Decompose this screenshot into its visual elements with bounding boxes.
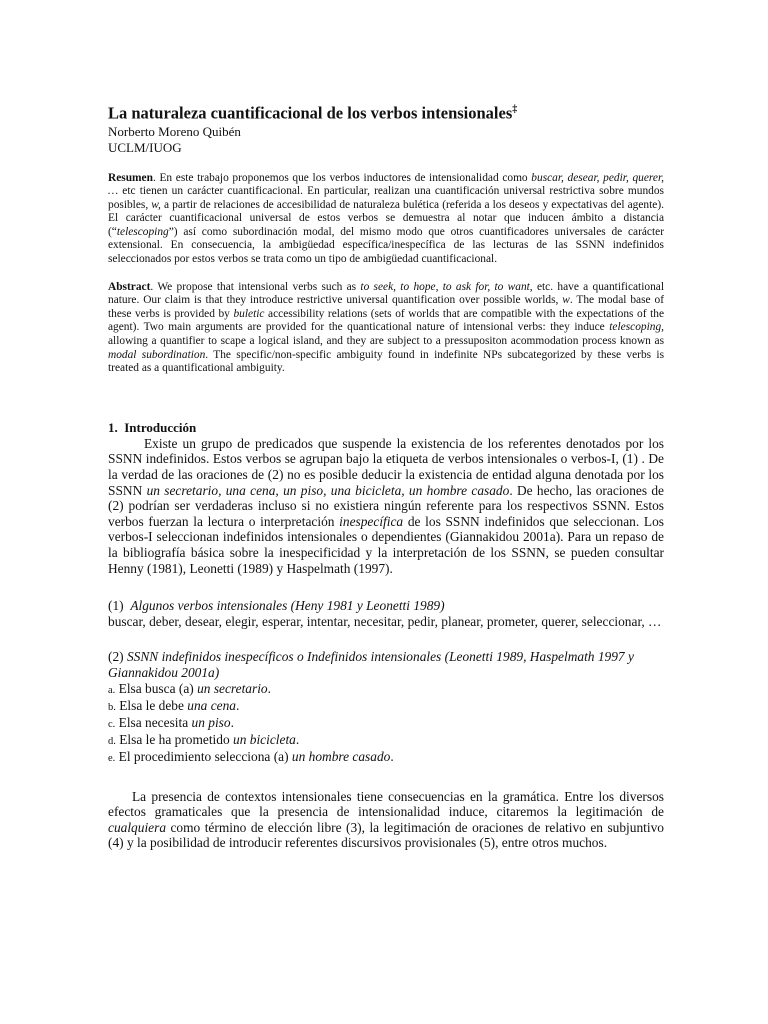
example-2-item: c. Elsa necesita un piso.	[108, 714, 234, 730]
author-name: Norberto Moreno Quibén	[108, 123, 241, 139]
abstract-label: Abstract	[108, 280, 151, 293]
example-1-list: buscar, deber, desear, elegir, esperar, intentar, necesitar, pedir, planear, prometer, querer, seleccionar, …	[108, 613, 662, 629]
intro-paragraph-1: Existe un grupo de predicados que suspende la existencia de los referentes denotados por los SSNN indefinidos. Estos verbos se agrupan bajo la etiqueta de verbos intensionales o verbos-I, (1) . De la verdad de las oraciones de (2) no es posible deducir la existencia de entidad alguna denotada por los SSNN un secretario, una cena, un piso, una bicicleta, un hombre casado. De hecho, las oraciones de (2) podrían ser verdaderas incluso si no existiera ningún referente para los respectivos SSNN. Estos verbos fuerzan la lectura o interpretación inespecífica de los SSNN indefinidos que seleccionan. Los verbos-I seleccionan indefinidos intensionales o dependientes (Giannakidou 2001a). Para un repaso de la bibliografía básica sobre la inespecificidad y la interpretación de los SSNN, se pueden consultar Henny (1981), Leonetti (1989) y Haspelmath (1997).	[108, 435, 664, 576]
author-affiliation: UCLM/IUOG	[108, 139, 182, 155]
abstract-paragraph: Abstract. We propose that intensional verbs such as to seek, to hope, to ask for, to want, etc. have a quantificational nature. Our claim is that they introduce restrictive universal quantification over possible worlds, w. The modal base of these verbs is provided by buletic accessibility relations (sets of worlds that are compatible with the expectations of the agent). Two main arguments are provided for the quanticational nature of intensional verbs: they induce telescoping, allowing a quantifier to scape a logical island, and they are subject to a pressupositon acommodation process known as modal subordination. The specific/non-specific ambiguity found in indefinite NPs subcategorized by these verbs is treated as a quantificational ambiguity.	[108, 280, 665, 375]
paper-page	[108, 100, 664, 851]
example-2-item: e. El procedimiento selecciona (a) un hombre casado.	[108, 749, 394, 765]
title-footnote-mark[interactable]: ‡	[512, 104, 518, 115]
resumen-label: Resumen	[108, 171, 153, 184]
example-2-item: a. Elsa busca (a) un secretario.	[108, 680, 271, 696]
paper-title	[108, 100, 664, 124]
example-2-item: b. Elsa le debe una cena.	[108, 697, 240, 713]
intro-paragraph-2: La presencia de contextos intensionales tiene consecuencias en la gramática. Entre los diversos efectos gramaticales que la presencia de intensionalidad induce, citaremos la legitimación de cualquiera como término de elección libre (3), la legitimación de oraciones de relativo en subjuntivo (4) y la posibilidad de introducir referentes discursivos provisionales (5), entre otros muchos.	[108, 788, 664, 851]
section-heading-introduccion: 1. Introducción	[108, 419, 197, 435]
example-2-title: (2) SSNN indefinidos inespecíficos o Indefinidos intensionales (Leonetti 1989, Haspelmath 1997 y Giannakidou 2001a)	[108, 649, 634, 680]
resumen-paragraph: Resumen. En este trabajo proponemos que los verbos inductores de intensionalidad como buscar, desear, pedir, querer, … etc tienen un carácter cuantificacional. En particular, realizan una cuantificación universal restrictiva sobre mundos posibles, w, a partir de relaciones de accesibilidad de naturaleza bulética (referida a los deseos y expectativas del agente). El carácter cuantificacional universal de estos verbos se demuestra al notar que inducen ámbito a distancia (“telescoping”) así como subordinación modal, del mismo modo que otros cuantificadores universales de carácter extensional. En consecuencia, la ambigüedad específica/inespecífica de las lecturas de las SSNN indefinidos seleccionados por estos verbos se trata como un tipo de ambigüedad cuantificacional.	[108, 171, 664, 266]
example-2-item: d. Elsa le ha prometido un bicicleta.	[108, 732, 300, 748]
example-2	[108, 649, 664, 766]
example-1-title: (1) Algunos verbos intensionales (Heny 1981 y Leonetti 1989)	[108, 598, 445, 614]
example-1	[108, 598, 664, 629]
title-text: La naturaleza cuantificacional de los verbos intensionales	[108, 103, 513, 123]
